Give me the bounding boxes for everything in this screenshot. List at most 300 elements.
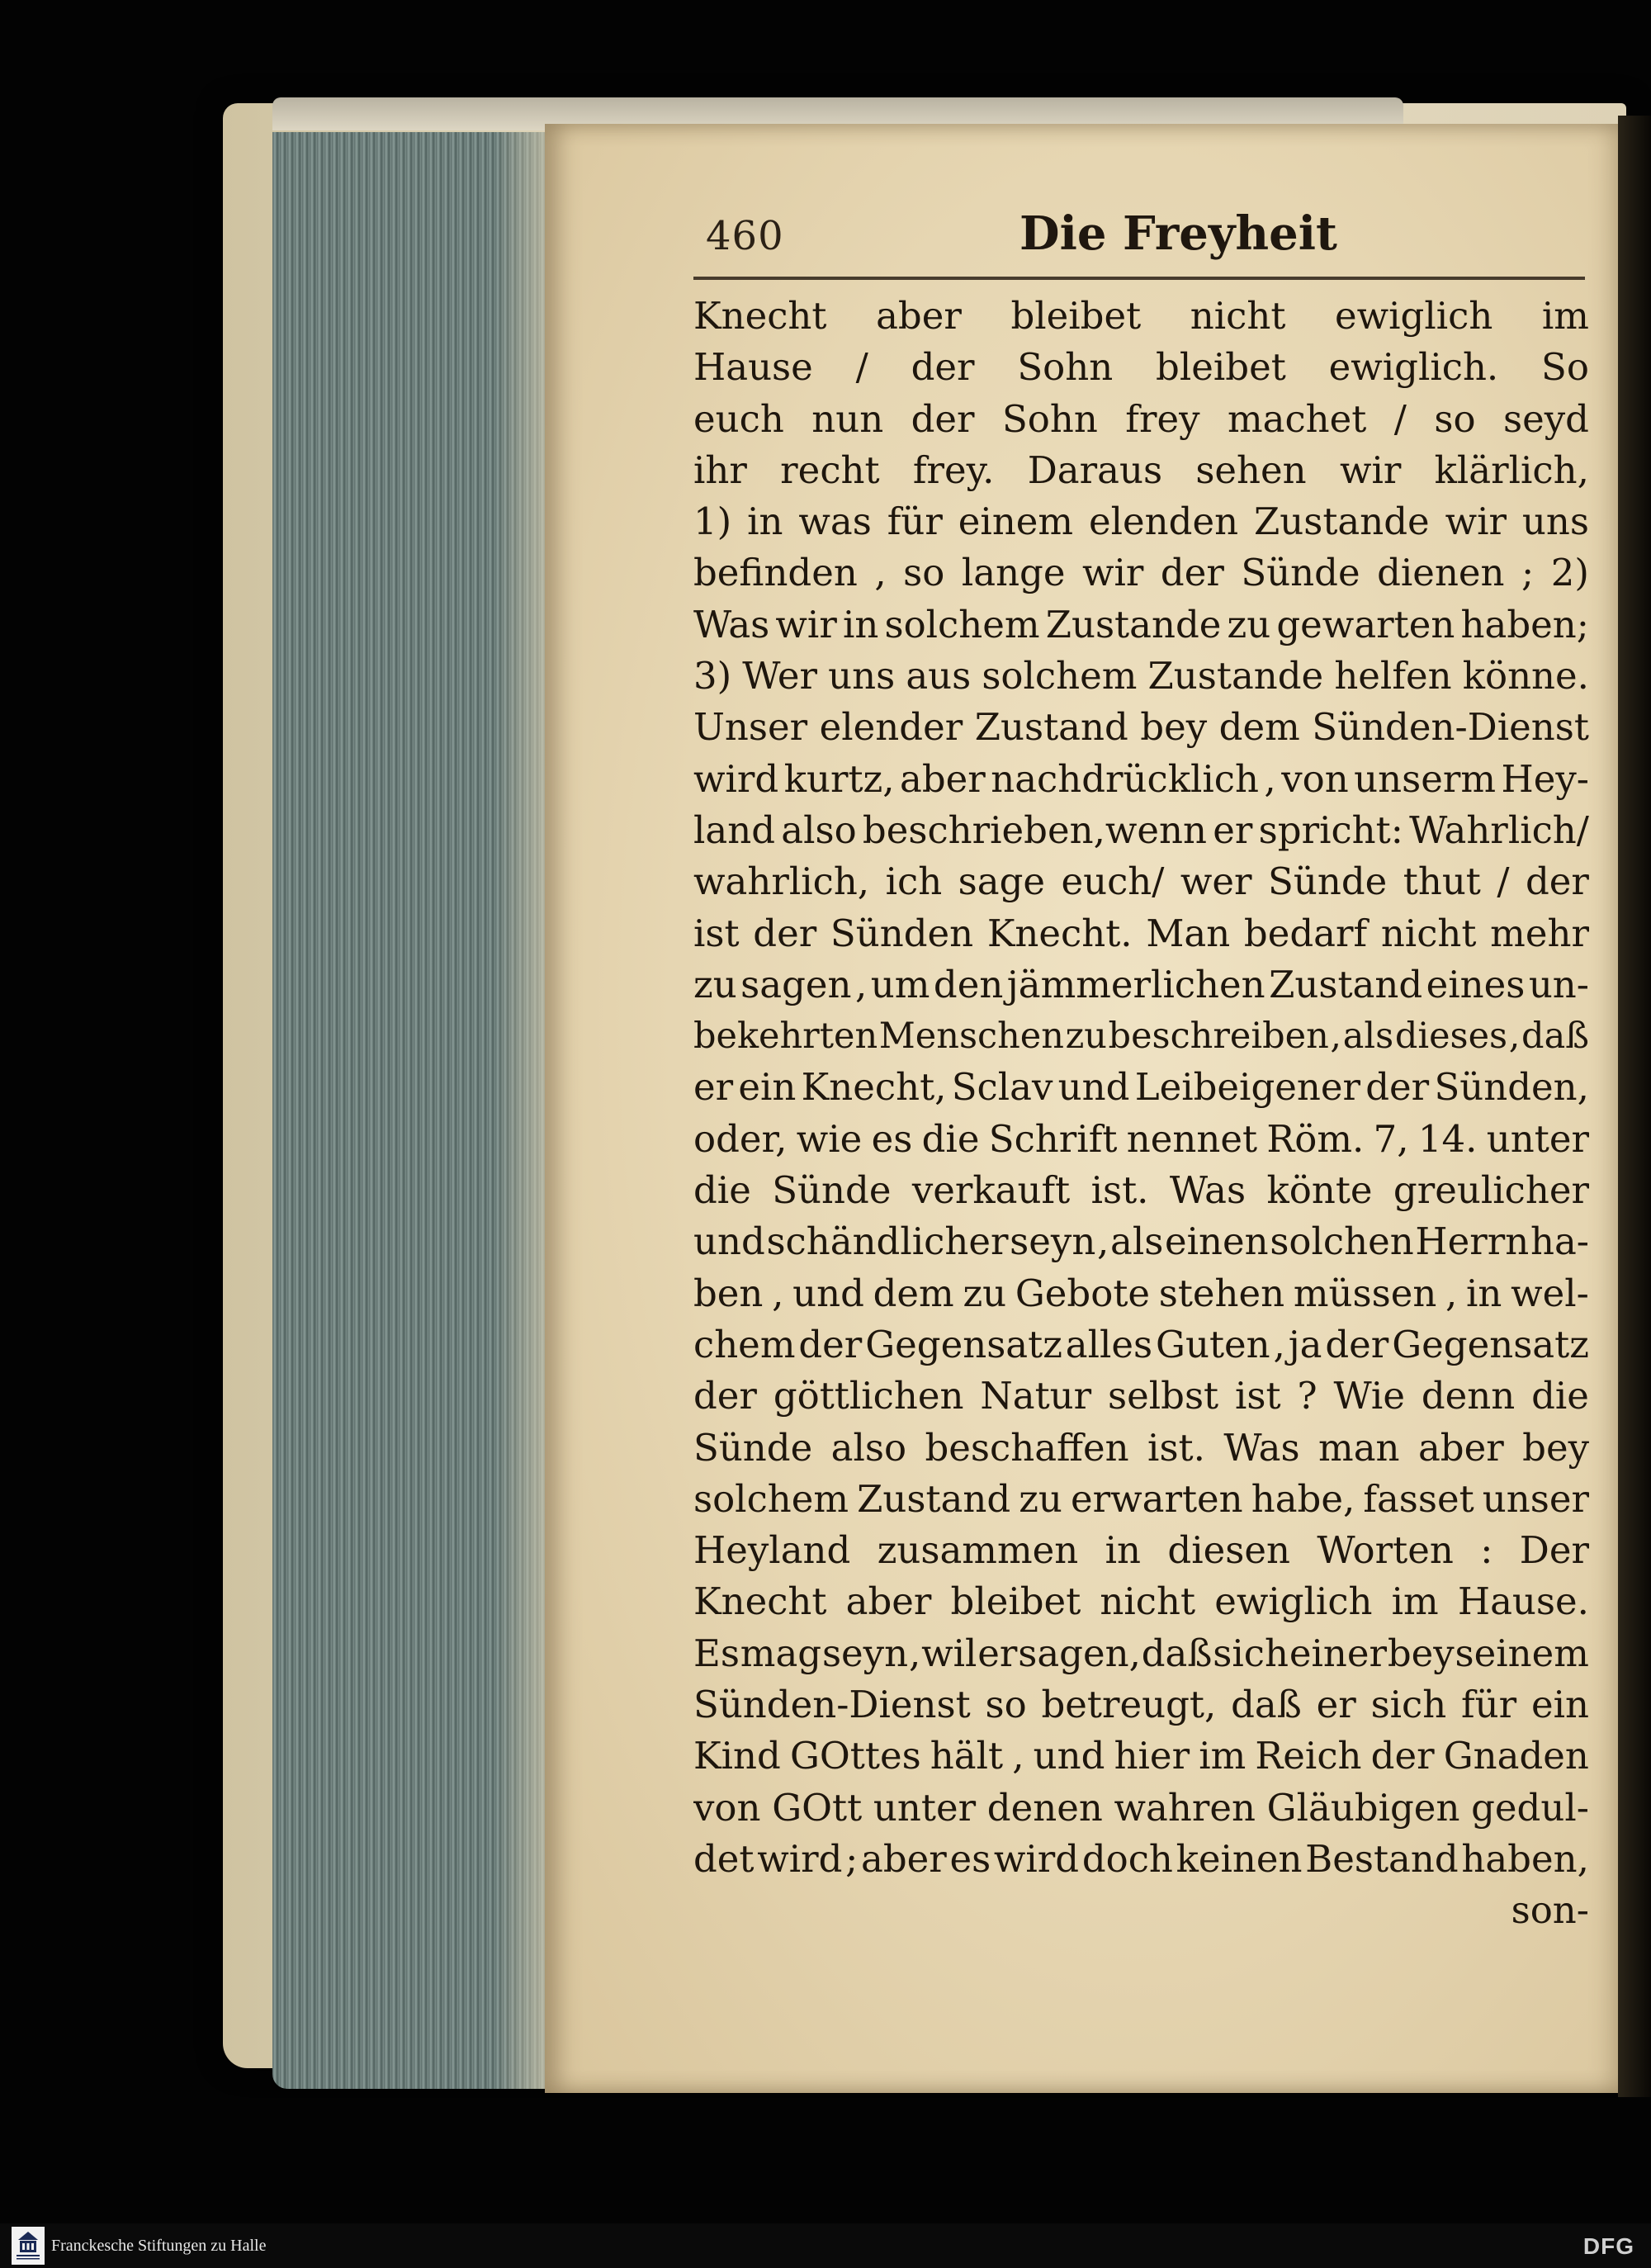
word: in [747,500,783,544]
word: ist [1235,1374,1281,1418]
word: Wie [1333,1374,1405,1418]
word: Hey- [1501,756,1589,801]
text-block [693,291,1589,1937]
word: Zustande [1253,500,1430,544]
word: wir [1339,447,1402,492]
word: elenden [1089,500,1239,544]
text-line [693,908,1589,959]
word: uns [828,654,896,698]
word: erwarten [1070,1476,1243,1521]
word: beschrieben,wenn [862,807,1208,852]
word: sehen [1195,447,1307,492]
word: was [798,500,872,544]
word: er [977,1631,1018,1675]
word: befinden [693,551,858,595]
word: habe, [1251,1476,1355,1521]
word: um [870,962,930,1006]
word: bleibet [1156,345,1286,390]
building-icon [12,2227,45,2265]
word: Gegensatz [865,1322,1062,1366]
word: Sünde [1268,859,1388,904]
word: Zustande [1045,602,1222,646]
word: Kind [693,1734,781,1778]
word: betreugt, [1041,1683,1217,1727]
word: solchem [884,602,1040,646]
word: aber [876,294,962,338]
text-line [693,1062,1589,1113]
word: nicht [1380,911,1477,955]
word: schändlicher [766,1219,1009,1264]
institution-name: Franckesche Stiftungen zu Halle [51,2237,267,2255]
word: die [921,1116,980,1161]
word: gedul- [1471,1785,1589,1830]
word: im [1199,1734,1247,1778]
word: und [792,1271,864,1315]
word: Gegensatz [1392,1322,1589,1366]
text-line [693,1011,1589,1062]
word: die [1531,1374,1589,1418]
word: oder, [693,1116,788,1161]
word: Unser [693,705,808,750]
word: bey [1522,1425,1589,1470]
word: diesen [1167,1528,1290,1573]
text-line [693,754,1589,805]
word: daß [1231,1683,1302,1727]
word: denn [1421,1374,1516,1418]
word: mehr [1490,911,1589,955]
word: So [1541,345,1589,390]
word: GOttes [789,1734,921,1778]
word: dienen [1377,551,1505,595]
dfg-logo: DFG [1582,2233,1634,2259]
word: alles [1065,1322,1153,1366]
word: er [1213,807,1253,852]
word: aus [906,654,972,698]
word: man [1318,1425,1400,1470]
word: wie [796,1116,863,1161]
word: denen [986,1785,1103,1830]
word: det [693,1836,755,1881]
text-line [693,856,1589,907]
word: der [693,1374,757,1418]
word: , [1264,756,1276,801]
word: bleibet [950,1579,1081,1624]
word: sage [958,859,1045,904]
word: Heyland [693,1528,851,1573]
word: Was [693,602,770,646]
word: , [908,1631,921,1675]
text-line [693,291,1589,342]
word: wer [1180,859,1252,904]
word: Gnaden [1443,1734,1589,1778]
word: : [1480,1528,1493,1573]
word: Sünde [772,1168,892,1213]
word: Sohn [1017,345,1114,390]
word: Guten [1156,1322,1270,1366]
word: der [1365,1065,1430,1110]
word: göttlichen [773,1374,964,1418]
text-line [693,1576,1589,1627]
word: dem [873,1271,954,1315]
word: ist [693,911,740,955]
word: jämmerlichen [1006,962,1265,1006]
word: Sünden-Dienst [1312,705,1589,750]
word: , [1273,1322,1285,1366]
page-number: 460 [706,213,784,259]
text-line [693,1474,1589,1525]
word: frey [1125,396,1200,441]
word: wahrlich, [693,859,870,904]
word: in [842,602,879,646]
word: bey [1387,1631,1455,1675]
word: seyd [1502,396,1589,441]
word: nun [811,396,884,441]
word: ; [1521,551,1535,595]
word: Hause [693,345,813,390]
word: dieses [1394,1016,1508,1058]
word: als [1342,1016,1394,1058]
word: verkauft [911,1168,1071,1213]
text-line [693,1628,1589,1679]
word: Sünde [693,1425,813,1470]
word: 3) [693,654,732,698]
word: und [693,1219,765,1264]
word: wir [775,602,837,646]
word: ben [693,1271,764,1315]
word: Gläubigen [1266,1785,1460,1830]
word: bey [1140,705,1208,750]
word: haben, [1461,1836,1589,1881]
word: er [1316,1683,1356,1727]
word: eines [1426,962,1526,1006]
word: einem [958,500,1074,544]
word: , [1445,1271,1458,1315]
word: Bestand [1305,1836,1459,1881]
word: land [693,807,776,852]
word: , [1330,1016,1342,1058]
word: beschaffen [925,1425,1129,1470]
word: 14. [1417,1116,1478,1161]
word: Knecht. [986,911,1133,955]
word: im [1391,1579,1439,1624]
word: Knecht [693,1579,827,1624]
word: so [1434,396,1476,441]
word: hier [1114,1734,1190,1778]
text-line [693,1834,1589,1885]
word: einen [1165,1219,1269,1264]
word: nachdrücklich [991,756,1259,801]
word: ist. [1090,1168,1149,1213]
word: und [1033,1734,1105,1778]
word: 7, [1373,1116,1409,1161]
word: Was [1169,1168,1247,1213]
word: / [1497,859,1510,904]
word: , [1508,1016,1521,1058]
word: er [693,1065,734,1110]
text-line [693,547,1589,599]
institution-logo-icon [12,2227,45,2265]
word: Menschen [878,1016,1064,1058]
word: 2) [1550,551,1589,595]
text-line [693,599,1589,651]
word: nicht [1100,1579,1196,1624]
word: ist. [1147,1425,1205,1470]
word: wel- [1511,1271,1589,1315]
word: Zustand [857,1476,1011,1521]
word: sich [1370,1683,1447,1727]
word: Sohn [1001,396,1098,441]
word: Natur [980,1374,1092,1418]
word: mag [740,1631,822,1675]
word: Daraus [1027,447,1163,492]
text-line [693,1319,1589,1371]
facing-page-shadow [1618,116,1651,2097]
word: ? [1297,1374,1317,1418]
word: es [949,1836,991,1881]
word: unser [1482,1476,1589,1521]
word: ihr [693,447,747,492]
word: ; [845,1836,859,1881]
word: Sünden-Dienst [693,1683,971,1727]
footer-bar [0,2223,1651,2268]
word: Knecht [693,294,827,338]
text-line [693,1268,1589,1319]
word: solchen [1270,1219,1414,1264]
word: wir [1445,500,1507,544]
word: Sünden [830,911,974,955]
word: bekehrten [693,1016,878,1058]
word: zu [1065,1016,1107,1058]
word: für [887,500,943,544]
word: Röm. [1266,1116,1365,1161]
text-line [693,1423,1589,1474]
word: ich [885,859,943,904]
word: von [693,1785,761,1830]
word: , [854,962,868,1006]
word: zu [963,1271,1007,1315]
word: unter [873,1785,977,1830]
text-line [693,1165,1589,1216]
word: so [985,1683,1027,1727]
word: chem [693,1322,796,1366]
word: gewarten [1276,602,1455,646]
running-head: Die Freyheit [1019,206,1337,261]
word: Herrn [1415,1219,1530,1264]
catchword [693,1885,1589,1936]
word: der [1370,1734,1435,1778]
word: Was [1223,1425,1300,1470]
word: Sclav [951,1065,1053,1110]
word: der [753,911,817,955]
text-line [693,959,1589,1011]
word: der [911,345,975,390]
word: ein [1530,1683,1589,1727]
word: zu [1227,602,1271,646]
word: Worten [1317,1528,1454,1573]
word: haben; [1460,602,1589,646]
word: müssen [1293,1271,1437,1315]
word: zusammen [877,1528,1079,1573]
word: der [1325,1322,1389,1366]
word: ein [738,1065,797,1110]
word: wil [921,1631,977,1675]
page-block-highlight [495,132,545,2089]
word: ewiglich. [1328,345,1499,390]
catchword-text: son- [1511,1888,1589,1933]
word: stehen [1158,1271,1285,1315]
word: Der [1519,1528,1589,1573]
word: wird [693,756,779,801]
word: unserm [1354,756,1497,801]
word: in [1466,1271,1502,1315]
word: Knecht, [801,1065,947,1110]
word: also [830,1425,907,1470]
word: seinem [1455,1631,1589,1675]
word: spricht: [1258,807,1403,852]
word: daß [1141,1631,1213,1675]
text-line [693,1783,1589,1834]
text-line [693,445,1589,496]
word: der [798,1322,863,1366]
word: elender [819,705,963,750]
word: die [693,1168,751,1213]
word: Man [1146,911,1231,955]
word: daß [1521,1016,1589,1058]
word: Zustand [1269,962,1423,1006]
word: sich [1213,1631,1289,1675]
word: selbst [1108,1374,1219,1418]
word: könte [1266,1168,1373,1213]
word: für [1461,1683,1517,1727]
word: , [874,551,887,595]
word: ewiglich [1335,294,1493,338]
word: un- [1528,962,1589,1006]
word: in [1105,1528,1142,1573]
word: einer [1289,1631,1387,1675]
word: solchem [982,654,1138,698]
word: klärlich, [1434,447,1589,492]
word: wir [1082,551,1144,595]
word: beschreiben [1108,1016,1329,1058]
text-line [693,1114,1589,1165]
word: bleibet [1010,294,1142,338]
word: der [1160,551,1224,595]
word: 1) [693,500,732,544]
word: Wahrlich/ [1409,807,1589,852]
word: Schrift [988,1116,1118,1161]
text-line [693,1679,1589,1731]
text-line [693,342,1589,393]
word: aber [1417,1425,1504,1470]
word: wird [993,1836,1080,1881]
word: ha- [1530,1219,1589,1264]
word: ewiglich [1214,1579,1373,1624]
word: recht [780,447,880,492]
word: Leibeigener [1134,1065,1360,1110]
text-line [693,394,1589,445]
word: aber [845,1579,932,1624]
word: zu [693,962,737,1006]
word: doch [1081,1836,1173,1881]
word: kurtz, [783,756,895,801]
word: uns [1521,500,1589,544]
word: sagen [740,962,852,1006]
text-line [693,1731,1589,1782]
word: nennet [1126,1116,1258,1161]
word: helfen [1334,654,1452,698]
word: keinen [1176,1836,1303,1881]
word: wahren [1114,1785,1256,1830]
text-line [693,1216,1589,1267]
word: so [903,551,945,595]
word: Hause. [1457,1579,1589,1624]
word: / [1393,396,1407,441]
text-line [693,1525,1589,1576]
word: fasset [1363,1476,1474,1521]
text-line [693,496,1589,547]
word: ja [1288,1322,1322,1366]
word: der [1526,859,1589,904]
word: Zustand [974,705,1128,750]
word: Wer [742,654,818,698]
word: nicht [1190,294,1286,338]
text-line [693,702,1589,753]
word: , [1012,1734,1024,1778]
word: hält [930,1734,1004,1778]
text-line [693,651,1589,702]
text-line [693,805,1589,856]
word: seyn [1010,1219,1096,1264]
header-rule [693,277,1585,280]
word: es [871,1116,913,1161]
word: sagen, [1018,1631,1141,1675]
word: euch/ [1061,859,1165,904]
word: bedarf [1243,911,1368,955]
word: , [772,1271,784,1315]
word: Reich [1255,1734,1362,1778]
word: Sünden, [1434,1065,1589,1110]
word: Gebote [1015,1271,1151,1315]
word: Zustande [1147,654,1324,698]
word: frey. [912,447,995,492]
word: also [781,807,857,852]
word: und [1057,1065,1130,1110]
word: von [1281,756,1349,801]
word: im [1541,294,1589,338]
word: solchem [693,1476,849,1521]
word: aber [900,756,986,801]
text-line [693,1371,1589,1422]
word: könne. [1462,654,1589,698]
word: , [1097,1219,1109,1264]
word: thut [1403,859,1481,904]
word: GOtt [772,1785,863,1830]
word: seyn [821,1631,909,1675]
word: zu [1019,1476,1062,1521]
word: Es [693,1631,740,1675]
word: lange [961,551,1066,595]
word: der [911,396,975,441]
word: euch [693,396,784,441]
word: wird [757,1836,843,1881]
word: als [1110,1219,1164,1264]
word: machet [1227,396,1367,441]
word: aber [861,1836,947,1881]
word: greulicher [1393,1168,1589,1213]
word: unter [1486,1116,1589,1161]
word: dem [1218,705,1300,750]
word: / [855,345,868,390]
